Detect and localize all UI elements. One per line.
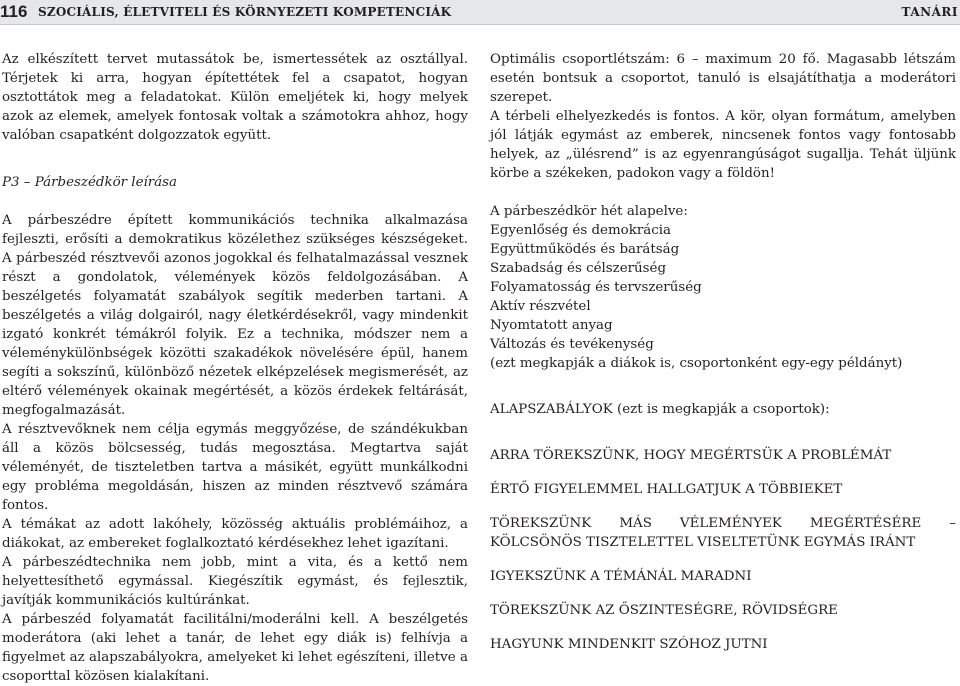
body-paragraph: A párbeszédre épített kommunikációs technika alkalmazása fejleszti, erősíti a demokratikus közélethez szükséges készségeket. A párbeszéd résztvevői azonos jogokkal és felhatalmazással vesznek részt a gondolatok, vélemények közös feldolgozásában. A beszélgetés folyamatát szabályok segítik mederben tartani. A beszélgetés a világ dolgairól, nagy életkérdésekről, vagy mindenkit izgató konkrét témákról folyik. Ez a technika, módszer nem a véleménykülönbségek közötti szakadékok növelésére épül, hanem segíti a sokszínű, különböző nézetek elképzelések megismerését, az eltérő vélemények okainak megértését, a közös érdekek feltárását, megfogalmazását.: [2, 213, 468, 418]
principle-note: (ezt megkapják a diákok is, csoportonként egy-egy példányt): [490, 356, 903, 371]
rule-item: HAGYUNK MINDENKIT SZÓHOZ JUTNI: [490, 637, 768, 652]
page-header: [0, 0, 960, 25]
chapter-label: TANÁRI: [901, 5, 958, 19]
page-number: 116: [0, 2, 28, 21]
body-paragraph: A párbeszéd folyamatát facilitálni/moderálni kell. A beszélgetés moderátora (aki lehet a tanár, de lehet egy diák is) felhívja a figyelmet az alapszabályokra, amelyeket ki lehet egészíteni, illetve a csoporttal közösen kialakítani.: [2, 612, 468, 684]
rule-item: ARRA TÖREKSZÜNK, HOGY MEGÉRTSÜK A PROBLÉMÁT: [490, 448, 892, 463]
left-column: [2, 50, 468, 686]
rule-item: TÖREKSZÜNK AZ ŐSZINTESÉGRE, RÖVIDSÉGRE: [490, 603, 838, 618]
section-heading: P3 – Párbeszédkör leírása: [2, 175, 178, 190]
body-paragraph: A résztvevőknek nem célja egymás meggyőzése, de szándékukban áll a közös bölcsesség, tudás megosztása. Megtartva saját véleményét, de tiszteletben tartva a másikét, együtt munkálkodni egy probléma megoldásán, hiszen az minden résztvevő számára fontos.: [2, 422, 468, 513]
rule-item: TÖREKSZÜNK MÁS VÉLEMÉNYEK MEGÉRTÉSÉRE – KÖLCSÖNÖS TISZTELETTEL VISELTETÜNK EGYMÁS IRÁNT: [490, 516, 956, 550]
space-paragraph: A térbeli elhelyezkedés is fontos. A kör, olyan formátum, amelyben jól látják egymást az emberek, nincsenek fontos vagy fontosabb helyek, az „ülésrend” is az egyenrangúságot sugallja. Tehát üljünk körbe a székeken, padokon vagy a földön!: [490, 109, 956, 181]
rule-item: IGYEKSZÜNK A TÉMÁNÁL MARADNI: [490, 569, 752, 584]
body-paragraph: A párbeszédtechnika nem jobb, mint a vita, és a kettő nem helyettesíthető egymással. Kiegészítik egymást, és fejlesztik, javítják kommunikációs kultúránkat.: [2, 555, 468, 608]
principles-title: A párbeszédkör hét alapelve:: [490, 204, 688, 219]
rules-title: ALAPSZABÁLYOK (ezt is megkapják a csoportok):: [490, 402, 830, 417]
body-paragraph: A témákat az adott lakóhely, közösség aktuális problémáihoz, a diákokat, az embereket foglalkoztató kérdésekhez lehet igazítani.: [2, 517, 468, 551]
group-size-paragraph: Optimális csoportlétszám: 6 – maximum 20 fő. Magasabb létszám esetén bontsuk a csoportot, tanuló is elsajátíthatja a moderátori szerepet.: [490, 52, 956, 105]
principle-item: Egyenlőség és demokrácia: [490, 223, 672, 238]
principle-item: Aktív részvétel: [490, 299, 591, 314]
principle-item: Változás és tevékenység: [490, 337, 654, 352]
rule-item: ÉRTŐ FIGYELEMMEL HALLGATJUK A TÖBBIEKET: [490, 482, 843, 497]
principle-item: Nyomtatott anyag: [490, 318, 613, 333]
section-title: SZOCIÁLIS, ÉLETVITELI ÉS KÖRNYEZETI KOMPETENCIÁK: [38, 5, 452, 19]
principle-item: Szabadság és célszerűség: [490, 261, 667, 276]
right-column: [490, 50, 956, 654]
intro-paragraph: Az elkészített tervet mutassátok be, ismertessétek az osztállyal. Térjetek ki arra, hogyan építettétek fel a csapatot, hogyan osztottátok meg a feladatokat. Külön emeljétek ki, hogy melyek azok az elemek, amelyek fontosak voltak a számotokra ahhoz, hogy valóban csapatként dolgozzatok együtt.: [2, 52, 468, 143]
principle-item: Együttműködés és barátság: [490, 242, 680, 257]
principle-item: Folyamatosság és tervszerűség: [490, 280, 702, 295]
